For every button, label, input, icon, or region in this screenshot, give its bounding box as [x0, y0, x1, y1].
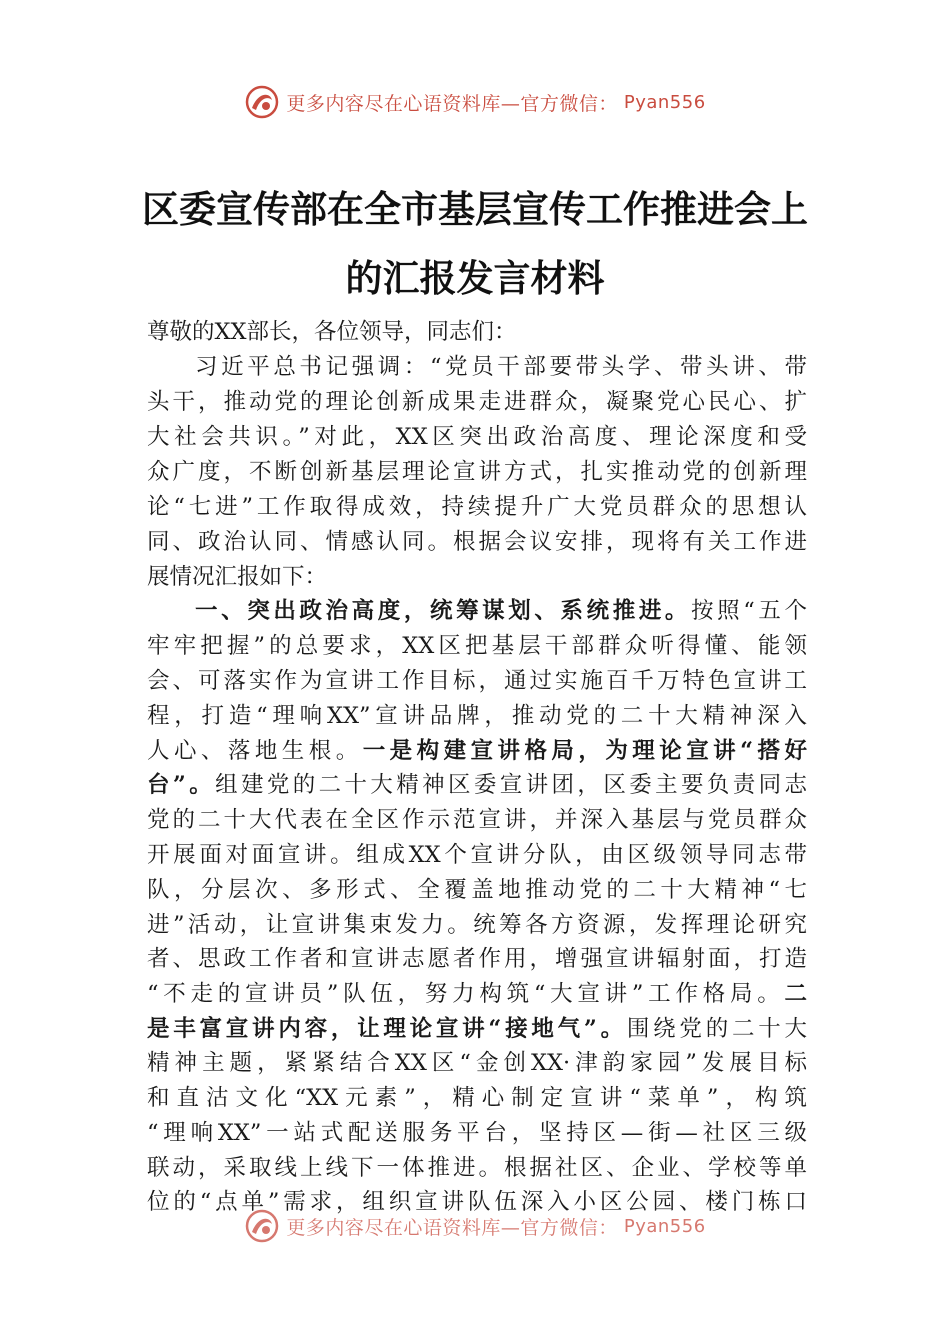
text-fragment: 组建党的二十大精神区委宣讲团，区委主要负责同志 [215, 772, 807, 798]
text-line: 牢牢把握”的总要求，XX区把基层干部群众听得懂、能领 [147, 633, 807, 659]
watermark-wechat-id: Pyan556 [623, 91, 706, 113]
subheading-2: 是丰富宣讲内容，让理论宣讲“接地气”。 [147, 1016, 627, 1042]
text-fragment: 按照“五个 [691, 598, 807, 624]
document-title-line-1: 区委宣传部在全市基层宣传工作推进会上 [142, 187, 808, 231]
text-line: 同、政治认同、情感认同。根据会议安排，现将有关工作进 [147, 529, 807, 555]
text-fragment: 围绕党的二十大 [626, 1016, 807, 1042]
text-line: 论“七进”工作取得成效，持续提升广大党员群众的思想认 [147, 494, 807, 520]
text-line: 和直沽文化“XX元素”，精心制定宣讲“菜单”，构筑 [147, 1085, 807, 1111]
text-line: 习近平总书记强调：“党员干部要带头学、带头讲、带 [195, 354, 807, 380]
text-line: 进”活动，让宣讲集束发力。统筹各方资源，发挥理论研究 [147, 912, 807, 938]
text-line: 头干，推动党的理论创新成果走进群众，凝聚党心民心、扩 [147, 389, 807, 415]
text-line: 位的“点单”需求，组织宣讲队伍深入小区公园、楼门栋口 [147, 1189, 807, 1215]
text-line: 众广度，不断创新基层理论宣讲方式，扎实推动党的创新理 [147, 459, 807, 485]
text-line: 联动，采取线上线下一体推进。根据社区、企业、学校等单 [147, 1155, 807, 1181]
text-line: 精神主题，紧紧结合XX区“金创XX·津韵家园”发展目标 [147, 1050, 807, 1076]
watermark-text: 更多内容尽在心语资料库—官方微信： [286, 92, 618, 115]
text-line: 党的二十大代表在全区作示范宣讲，并深入基层与党员群众 [147, 807, 807, 833]
watermark-text: 更多内容尽在心语资料库—官方微信： [286, 1216, 618, 1239]
text-line [147, 981, 807, 1007]
text-line: 者、思政工作者和宣讲志愿者作用，增强宣讲辐射面，打造 [147, 946, 807, 972]
section-heading-1: 一、突出政治高度，统筹谋划、系统推进。 [195, 598, 692, 624]
text-line [147, 598, 807, 624]
text-line [147, 772, 807, 798]
text-fragment: “不走的宣讲员”队伍，努力构筑“大宣讲”工作格局。 [147, 981, 785, 1007]
salutation: 尊敬的XX部长，各位领导，同志们： [147, 319, 517, 345]
document-title-line-2: 的汇报发言材料 [345, 256, 605, 300]
watermark-footer [0, 1208, 950, 1244]
text-line: 开展面对面宣讲。组成XX个宣讲分队，由区级领导同志带 [147, 842, 807, 868]
text-line: 程，打造“理响XX”宣讲品牌，推动党的二十大精神深入 [147, 703, 807, 729]
text-line: 会、可落实作为宣讲工作目标，通过实施百千万特色宣讲工 [147, 668, 807, 694]
subheading-1: 一是构建宣讲格局，为理论宣讲“搭好 [362, 738, 807, 764]
seal-swirl-icon [244, 84, 280, 120]
seal-swirl-icon [244, 1208, 280, 1244]
text-line: 大社会共识。”对此，XX区突出政治高度、理论深度和受 [147, 424, 807, 450]
text-line: 队，分层次、多形式、全覆盖地推动党的二十大精神“七 [147, 877, 807, 903]
subheading-2-start: 二 [784, 981, 807, 1007]
text-line: 展情况汇报如下： [147, 564, 328, 590]
watermark-wechat-id: Pyan556 [623, 1215, 706, 1237]
subheading-1-end: 台”。 [147, 772, 216, 798]
text-line [147, 738, 807, 764]
text-line: “理响XX”一站式配送服务平台，坚持区—街—社区三级 [147, 1120, 807, 1146]
text-fragment: 人心、落地生根。 [147, 738, 363, 764]
watermark-header [0, 84, 950, 120]
text-line [147, 1016, 807, 1042]
